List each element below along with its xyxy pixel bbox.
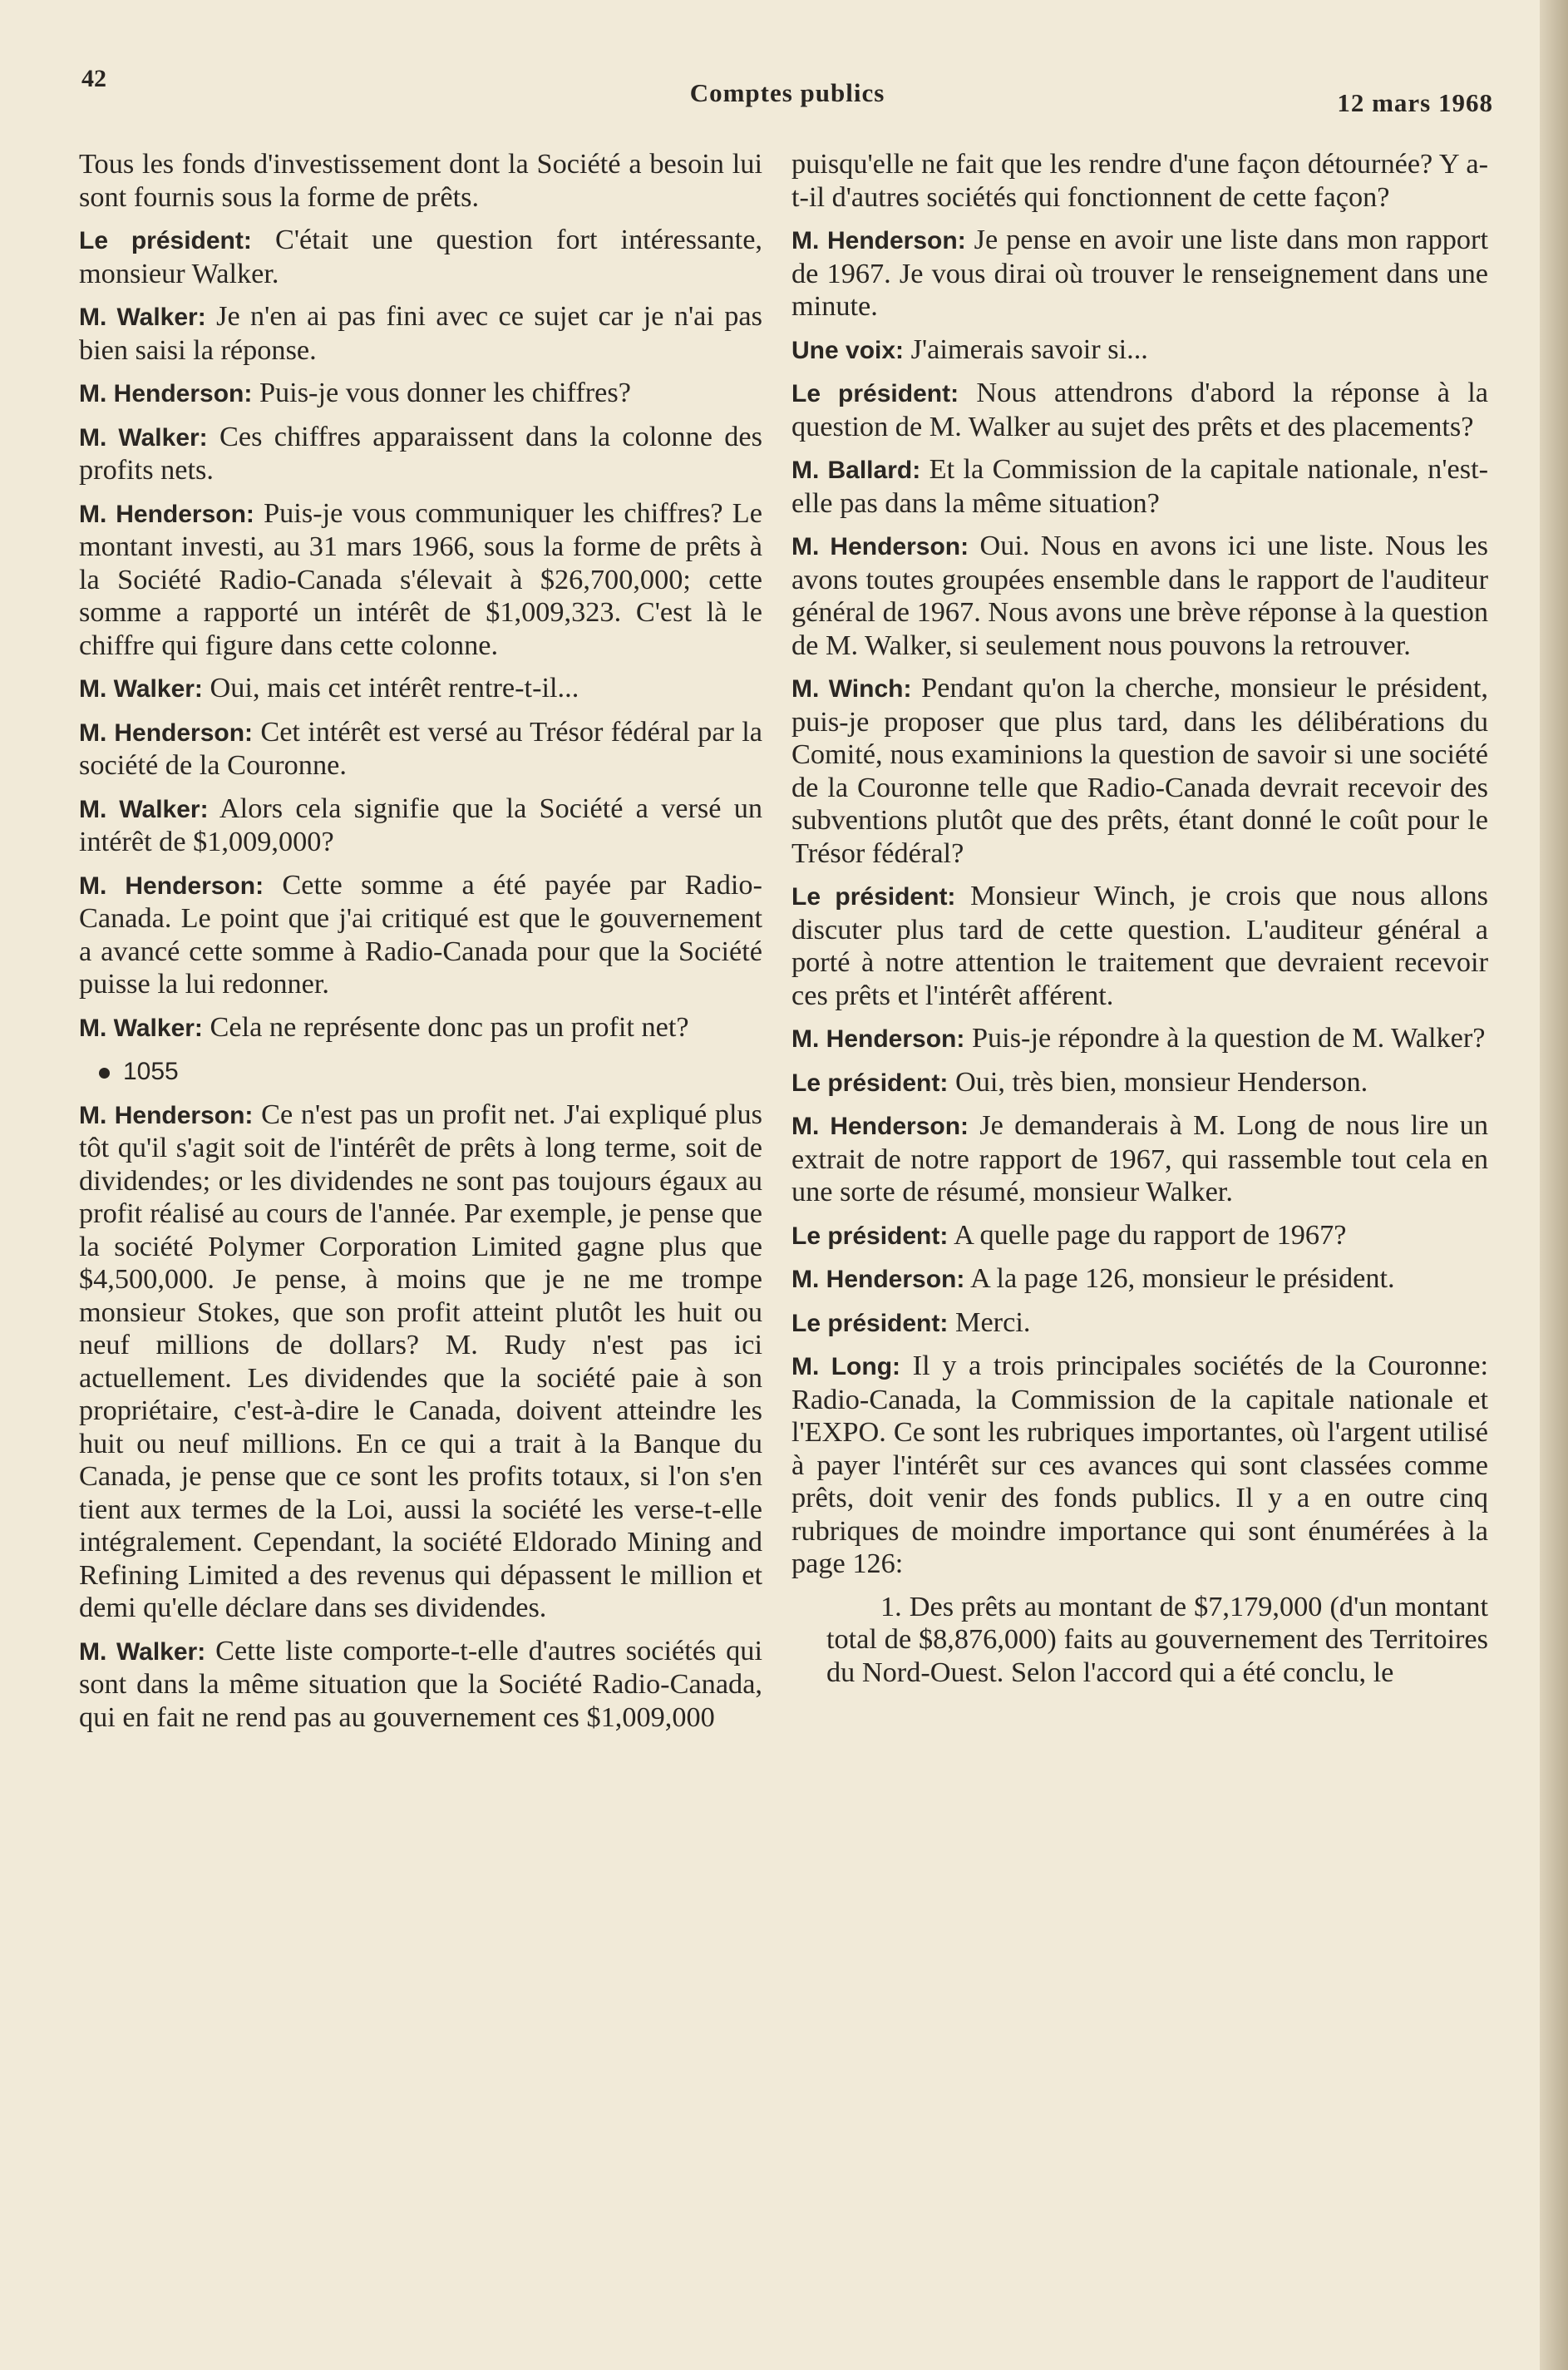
speaker: M. Henderson: — [79, 871, 264, 900]
paragraph: M. Henderson: Je demanderais à M. Long de nous lire un extrait de notre rapport de 1967, qui rassemble tout cela en une sorte de résumé, monsieur Walker. — [791, 1109, 1488, 1207]
paragraph: M. Henderson: Cette somme a été payée par Radio-Canada. Le point que j'ai critiqué est que le gouvernement a avancé cette somme à Radio-Canada pour que la Société puisse la lui redonner. — [79, 868, 762, 1000]
speaker: Le président: — [791, 883, 956, 911]
speaker: M. Henderson: — [791, 1113, 969, 1140]
paragraph: M. Walker: Alors cela signifie que la Société a versé un intérêt de $1,009,000? — [79, 792, 762, 857]
paragraph: M. Henderson: Puis-je vous communiquer les chiffres? Le montant investi, au 31 mars 1966, sous la forme de prêts à la Société Radio-Canada s'élevait à $26,700,000; cette somme a rapporté un intérêt de $1,009,323. C'est là le chiffre qui figure dans cette colonne. — [79, 496, 762, 661]
speaker: M. Long: — [791, 1353, 901, 1380]
left-column — [79, 148, 762, 1744]
paragraph: M. Henderson: Je pense en avoir une liste dans mon rapport de 1967. Je vous dirai où trouver le renseignement dans une minute. — [791, 224, 1488, 322]
paragraph: M. Walker: Oui, mais cet intérêt rentre-t-il... — [79, 672, 579, 704]
paragraph: Le président: Merci. — [791, 1306, 1031, 1338]
right-column — [791, 148, 1488, 1699]
paragraph: Le président: C'était une question fort intéressante, monsieur Walker. — [79, 224, 763, 289]
speaker: Le président: — [791, 380, 959, 407]
paragraph: Une voix: J'aimerais savoir si... — [791, 333, 1148, 365]
speaker: Le président: — [79, 227, 252, 254]
paragraph: M. Long: Il y a trois principales sociétés de la Couronne: Radio-Canada, la Commission de la capitale nationale et l'EXPO. Ce sont les rubriques importantes, où l'argent utilisé à payer l'intérêt sur ces avances qui sont classées comme prêts, doit venir des fonds publics. Il y a en outre cinq rubriques de moindre importance qui sont énumérées à la page 126: — [791, 1350, 1488, 1579]
speaker: Une voix: — [791, 336, 905, 364]
speaker: M. Ballard: — [791, 457, 921, 484]
paragraph: M. Ballard: Et la Commission de la capitale nationale, n'est-elle pas dans la même situation? — [791, 453, 1489, 519]
speaker: M. Henderson: — [791, 1025, 965, 1053]
paragraph: Le président: Monsieur Winch, je crois que nous allons discuter plus tard de cette question. L'auditeur général a porté à notre attention le traitement que devraient recevoir ces prêts et l'intérêt afférent. — [791, 880, 1489, 1011]
quoted-list — [791, 1591, 1488, 1690]
speaker: M. Winch: — [791, 675, 912, 703]
running-title: Comptes publics — [689, 78, 885, 107]
speaker: Le président: — [791, 1069, 949, 1097]
speaker: M. Walker: — [79, 304, 206, 331]
speaker: M. Walker: — [79, 795, 209, 823]
paragraph: M. Henderson: Puis-je vous donner les chiffres? — [79, 377, 631, 408]
speaker: M. Henderson: — [79, 500, 254, 528]
paragraph: Le président: Oui, très bien, monsieur Henderson. — [791, 1065, 1368, 1098]
speaker: M. Walker: — [79, 1014, 203, 1042]
page-date: 12 mars 1968 — [1337, 88, 1493, 117]
list-item: 1. Des prêts au montant de $7,179,000 (d'un montant total de $8,876,000) faits au gouvernement des Territoires du Nord-Ouest. Selon l'accord qui a été conclu, le — [826, 1590, 1488, 1688]
page-number: 42 — [81, 65, 106, 92]
paragraph: puisqu'elle ne fait que les rendre d'une façon détournée? Y a-t-il d'autres sociétés qui fonctionnent de cette façon? — [791, 148, 1488, 213]
speaker: M. Henderson: — [791, 227, 966, 254]
speaker: Le président: — [791, 1309, 949, 1337]
speaker: M. Henderson: — [791, 533, 969, 560]
paragraph: Le président: A quelle page du rapport de 1967? — [791, 1218, 1347, 1251]
paragraph: M. Henderson: Puis-je répondre à la question de M. Walker? — [791, 1022, 1486, 1054]
paragraph: Le président: Nous attendrons d'abord la réponse à la question de M. Walker au sujet des prêts et des placements? — [791, 377, 1488, 442]
bullet-icon — [99, 1068, 110, 1079]
paragraph: M. Walker: Je n'en ai pas fini avec ce sujet car je n'ai pas bien saisi la réponse. — [79, 300, 762, 366]
paragraph: M. Henderson: Cet intérêt est versé au Trésor fédéral par la société de la Couronne. — [79, 715, 762, 781]
paragraph: Tous les fonds d'investissement dont la Société a besoin lui sont fournis sous la forme de prêts. — [79, 148, 762, 213]
paragraph: M. Henderson: Oui. Nous en avons ici une liste. Nous les avons toutes groupées ensemble dans le rapport de l'auditeur général de 1967. Nous avons une brève réponse à la question de M. Walker, si seulement nous pouvons la retrouver. — [791, 530, 1488, 661]
speaker: M. Henderson: — [79, 380, 253, 407]
paragraph: M. Henderson: A la page 126, monsieur le président. — [791, 1262, 1395, 1294]
page-edge — [1540, 0, 1568, 2370]
paragraph: M. Walker: Ces chiffres apparaissent dans la colonne des profits nets. — [79, 420, 763, 486]
time-marker-number: 1055 — [123, 1058, 179, 1085]
speaker: M. Henderson: — [79, 718, 254, 747]
speaker: M. Walker: — [79, 1637, 206, 1666]
speaker: M. Henderson: — [79, 1101, 254, 1129]
paragraph: M. Walker: Cette liste comporte-t-elle d'autres sociétés qui sont dans la même situation que la Société Radio-Canada, qui en fait ne rend pas au gouvernement ces $1,009,000 — [79, 1634, 762, 1733]
paragraph: M. Henderson: Ce n'est pas un profit net. J'ai expliqué plus tôt qu'il s'agit soit de l'intérêt de prêts à long terme, soit de dividendes; or les dividendes ne sont pas toujours égaux au profit réalisé au cours de l'année. Par exemple, je pense que la société Polymer Corporation Limited gagne plus que $4,500,000. Je pense, à moins que je ne me trompe monsieur Stokes, que son profit atteint plutôt les huit ou neuf millions de dollars? M. Rudy n'est pas ici actuellement. Les dividendes que la société paie à son propriétaire, c'est-à-dire le Canada, doivent atteindre les huit ou neuf millions. En ce qui a trait à la Banque du Canada, je pense que ce sont les profits totaux, si l'on s'en tient aux termes de la Loi, aussi la société les verse-t-elle intégralement. Cependant, la société Eldorado Mining and Refining Limited a des revenus qui dépassent le million et demi qu'elle déclare dans ses dividendes. — [79, 1098, 762, 1623]
page-header — [81, 65, 1493, 117]
paragraph: M. Winch: Pendant qu'on la cherche, monsieur le président, puis-je proposer que plus tard, dans les délibérations du Comité, nous examinions la question de savoir si une société de la Couronne telle que Radio-Canada devrait recevoir des subventions plutôt que des prêts, étant donné le coût pour le Trésor fédéral? — [791, 672, 1488, 869]
speaker: M. Walker: — [79, 423, 208, 452]
speaker: M. Henderson: — [791, 1266, 965, 1293]
time-marker — [99, 1054, 762, 1089]
paragraph: M. Walker: Cela ne représente donc pas un profit net? — [79, 1010, 689, 1043]
speaker: M. Walker: — [79, 675, 203, 703]
speaker: Le président: — [791, 1222, 949, 1250]
